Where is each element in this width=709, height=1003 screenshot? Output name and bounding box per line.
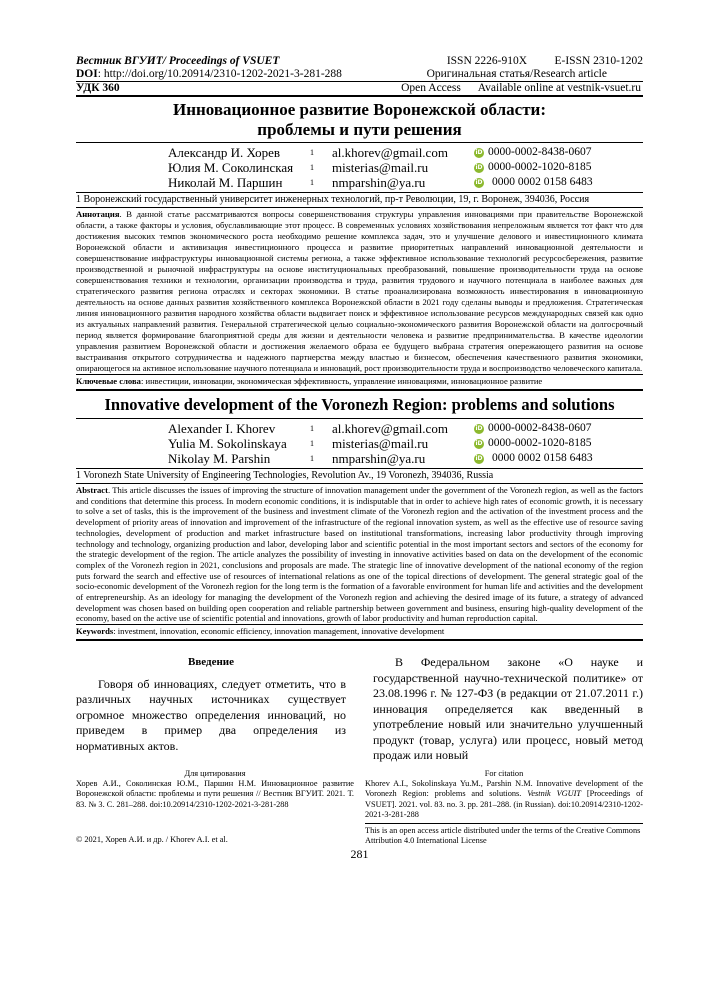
orcid[interactable]: iD 0000-0002-1020-8185 xyxy=(475,161,592,173)
orcid[interactable]: iD 0000-0002-8438-0607 xyxy=(475,422,592,434)
keywords-ru: Ключевые слова: инвестиции, инновации, экономическая эффективность, управление инновациями, инновационное развитие xyxy=(76,376,543,386)
open-access-info xyxy=(401,82,641,95)
orcid-icon: iD xyxy=(475,454,483,462)
abstract-en: Abstract. This article discusses the issues of improving the structure of innovation management under the government of the Voronezh region, as well as the factors and conditions that determine this process. In modern economic conditions, it is indisputable that in order to achieve high rates of economic growth, it is necessary to solve a set of tasks, this is the improvement of the business and investment climate of the Voronezh region and the activation of the investment process and the development of priority areas of innovation and improvement of the infrastructure of the regional innovation system, as well as the effective use of resource saving technologies, development of production and market infrastructure based on institutional transformations, increasing labor productivity through improving technology and technology, organizing production and labor, developing labor and scientific potential in the most important sectors and sectors of the economy for the strategic development of the region. The article analyzes the possibility of investing in innovative activities based on data on the development of the economic complex of the Voronezh region in 2021, conclusions and proposals are made. The strategic line of innovative development of the national economy of the region puts forward the search and effective use of resources of international relations as one of the topical directions of development. The general strategic goal of the socio-economic development of the Voronezh region for the long term is the formation of a favorable environment for human life and activities and the development of entrepreneurship. As an ideology for managing the development of the Voronezh region and achieving the desired image of its future, a strategy of advanced development was chosen based on building open cooperation and reliable partnership between government and business, ensuring high-quality development of the economy, based on the active use of scientific potential and innovations, growth of labor productivity and human reproduction capital. xyxy=(76,485,643,624)
license-note: This is an open access article distributed under the terms of the Creative Commons Attribution 4.0 International License xyxy=(365,823,643,847)
header-row-3 xyxy=(76,82,643,95)
citation-en-text: Khorev A.I., Sokolinskaya Yu.M., Parshin N.M. Innovative development of the Voronezh Region: problems and solutions. Vestnik VGUIT [Proceedings of VSUET]. 2021. vol. 83. no. 3. pp. 281–288. (in Russian). doi:10.20914/2310-1202-2021-3-281-288 xyxy=(365,778,643,819)
available-online[interactable]: Available online at vestnik-vsuet.ru xyxy=(477,82,641,94)
author-sup: 1 xyxy=(310,424,314,433)
orcid-icon: iD xyxy=(475,148,483,156)
author-email[interactable]: al.khorev@gmail.com xyxy=(332,145,448,160)
citation-en-heading: For citation xyxy=(484,768,524,778)
title-en: Innovative development of the Voronezh Region: problems and solutions xyxy=(104,395,615,414)
authors-ru xyxy=(168,143,643,192)
abstract-ru: Аннотация. В данной статье рассматриваются вопросы совершенствования структуры управления инновациями при правительстве Воронежской области, а также факторы и условия, обуславливающие этот процесс. В современных условиях хозяйствования непреложным является тот факт что для достижения высоких темпов экономического роста необходимо решение комплекса задач, это и улучшение делового и инвестиционного климата Воронежской области и активизация инвестиционного процесса и развитие приоритетных направлений инновационной деятельности и совершенствование инфраструктуры инновационной системы региона, а также эффективное использование технологий ресурсосбережения, развитие производственной и рыночной инфраструктуры на основе институциональных преобразований, повышение производительности труда на основе совершенствования техники и технологии, организации производства и труда, развития трудового и научного потенциала в наиболее важных для стратегического развития региона отраслях и секторах экономики. В статье проанализирована возможность инвестирования в инновационную деятельность на основе данных развития хозяйственного комплекса Воронежской области в 2021 году сделаны выводы и предложения. Стратегическая линия инновационного развития народного хозяйства области выдвигает поиск и эффективное использование ресурсов международных связей как одно из актуальных направлений развития. Генеральной стратегической целью социально-экономического развития Воронежской области на долгосрочный период является формирование благоприятной среды для жизни и деятельности человека и развитие предпринимательства. В качестве идеологии управления развитием Воронежской области и достижения желаемого образа ее будущего выбрана стратегия опережающего развития на основе выстраивания открытого сотрудничества и надежного партнерства между властью и бизнесом, обеспечения качественного развития экономики, опирающегося на активное использование научного потенциала и инноваций, рост производительности труда и воспроизводство человеческого капитала. xyxy=(76,209,643,373)
orcid[interactable]: iD 0000-0002-1020-8185 xyxy=(475,437,592,449)
orcid[interactable]: iD 0000 0002 0158 6483 xyxy=(475,452,593,464)
orcid-icon: iD xyxy=(475,178,483,186)
author-name: Yulia M. Sokolinskaya xyxy=(168,436,287,451)
author-row xyxy=(168,451,643,466)
author-name: Александр И. Хорев xyxy=(168,145,281,160)
affiliation-ru: 1 Воронежский государственный университет инженерных технологий, пр-т Революции, 19, г. Воронеж, 394036, Россия xyxy=(76,194,590,205)
author-sup: 1 xyxy=(310,454,314,463)
author-email[interactable]: misterias@mail.ru xyxy=(332,160,429,175)
orcid[interactable]: iD 0000-0002-8438-0607 xyxy=(475,146,592,158)
divider xyxy=(76,639,643,641)
author-email[interactable]: al.khorev@gmail.com xyxy=(332,421,448,436)
citation-en xyxy=(365,769,643,820)
author-name: Юлия М. Соколинская xyxy=(168,160,294,175)
author-name: Nikolay M. Parshin xyxy=(168,451,271,466)
footer xyxy=(76,823,643,847)
author-sup: 1 xyxy=(310,178,314,187)
left-paragraph: Говоря об инновациях, следует отметить, что в различных научных источниках существует огромное множество определения инноваций, но приведем в пример два определения из нормативных актов. xyxy=(76,676,346,753)
author-sup: 1 xyxy=(310,148,314,157)
article-type: Оригинальная статья/Research article xyxy=(426,68,607,80)
title-ru-line-2: проблемы и пути решения xyxy=(257,120,462,139)
orcid-icon: iD xyxy=(475,163,483,171)
author-email[interactable]: nmparshin@ya.ru xyxy=(332,175,426,190)
author-row xyxy=(168,436,643,451)
author-email[interactable]: misterias@mail.ru xyxy=(332,436,429,451)
affiliation-en: 1 Voronezh State University of Engineering Technologies, Revolution Av., 19 Voronezh, 394036, Russia xyxy=(76,470,494,481)
copyright: © 2021, Хорев А.И. и др. / Khorev A.I. et al. xyxy=(76,835,228,845)
title-ru xyxy=(76,97,643,142)
author-name: Alexander I. Khorev xyxy=(168,421,276,436)
eissn: E-ISSN 2310-1202 xyxy=(554,55,643,67)
author-sup: 1 xyxy=(310,163,314,172)
author-name: Николай М. Паршин xyxy=(168,175,283,190)
journal-name: Вестник ВГУИТ/ Proceedings of VSUET xyxy=(76,55,280,67)
title-ru-line-1: Инновационное развитие Воронежской области: xyxy=(172,100,547,119)
keywords-en: Keywords: investment, innovation, economic efficiency, innovation management, innovative development xyxy=(76,626,445,637)
right-column xyxy=(373,655,643,764)
right-paragraph: В Федеральном законе «О науке и государственной научно-технической политике» от 23.08.1996 г. № 127-ФЗ (в редакции от 21.07.2011 г.) инновация определяется как введенный в употребление новый или значительно улучшенный продукт (товар, услуга) или процесс, новый метод продаж или новый xyxy=(373,655,643,763)
author-row xyxy=(168,145,643,160)
author-row xyxy=(168,160,643,175)
left-column xyxy=(76,655,346,764)
citation-ru xyxy=(76,769,354,820)
article-page xyxy=(76,55,643,862)
citation-block xyxy=(76,769,643,820)
author-sup: 1 xyxy=(310,439,314,448)
authors-en xyxy=(168,419,643,468)
author-email[interactable]: nmparshin@ya.ru xyxy=(332,451,426,466)
author-row xyxy=(168,421,643,436)
body-columns xyxy=(76,655,643,764)
intro-heading: Введение xyxy=(187,656,235,669)
author-row xyxy=(168,175,643,190)
orcid-icon: iD xyxy=(475,439,483,447)
citation-ru-heading: Для цитирования xyxy=(184,768,246,778)
issn: ISSN 2226-910X xyxy=(446,55,528,67)
citation-ru-text: Хорев А.И., Соколинская Ю.М., Паршин Н.М. Инновационное развитие Воронежской области: проблемы и пути решения // Вестник ВГУИТ. 2021. Т. 83. № 3. С. 281–288. doi:10.20914/2310-1202-2021-3-281-288 xyxy=(76,778,354,809)
orcid[interactable]: iD 0000 0002 0158 6483 xyxy=(475,176,593,188)
udk: УДК 360 xyxy=(76,82,120,94)
header-row-1 xyxy=(76,55,643,68)
open-access-label: Open Access xyxy=(401,82,461,94)
orcid-icon: iD xyxy=(475,424,483,432)
doi-link[interactable]: DOI: http://doi.org/10.20914/2310-1202-2021-3-281-288 xyxy=(76,68,342,80)
page-number: 281 xyxy=(350,846,369,861)
header-row-2 xyxy=(76,68,643,81)
